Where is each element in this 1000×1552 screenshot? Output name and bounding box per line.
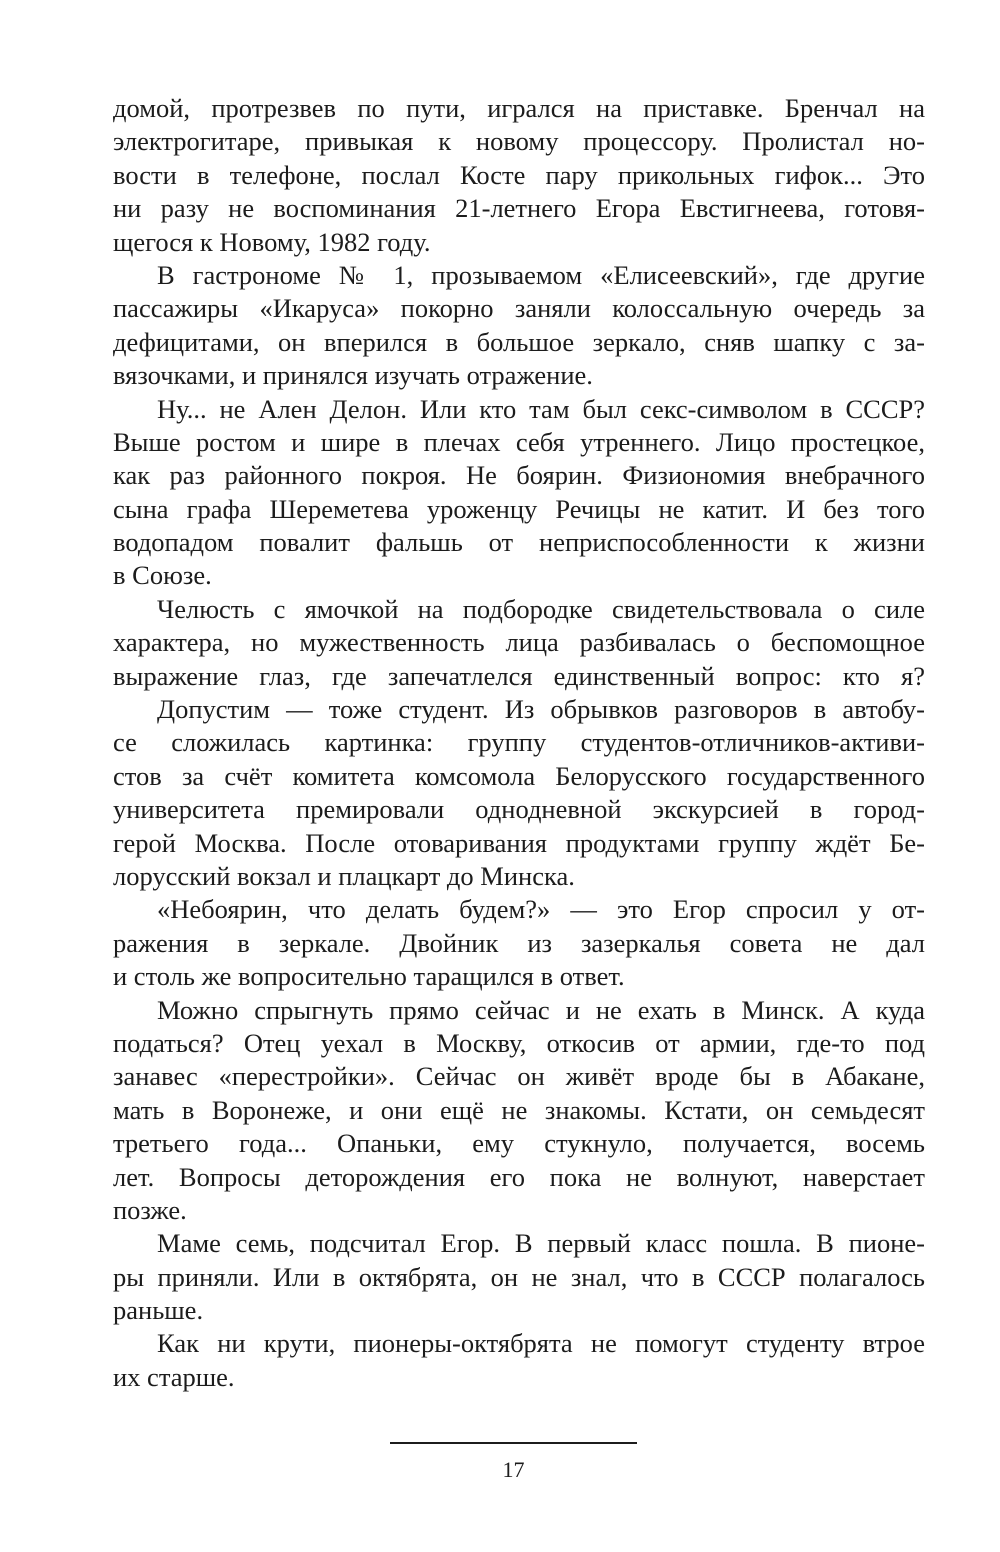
text-line: Выше ростом и шире в плечах себя утреннего. Лицо простецкое, (113, 426, 925, 457)
page-body-text (113, 92, 925, 1394)
paragraph-first-line: «Небоярин, что делать будем?» — это Егор спросил у от- (157, 894, 925, 925)
text-line: лет. Вопросы деторождения его пока не волнуют, наверстает (113, 1161, 925, 1192)
paragraph-first-line: Маме семь, подсчитал Егор. В первый класс пошла. В пионе- (157, 1228, 925, 1259)
text-line: герой Москва. После отоваривания продуктами группу ждёт Бе- (113, 827, 925, 858)
text-line: ражения в зеркале. Двойник из зазеркалья совета не дал (113, 927, 925, 958)
text-line: стов за счёт комитета комсомола Белорусского государственного (113, 760, 925, 791)
text-line: пассажиры «Икаруса» покорно заняли колоссальную очередь за (113, 293, 925, 324)
text-line: характера, но мужественность лица разбивалась о беспомощное (113, 627, 925, 658)
text-line: занавес «перестройки». Сейчас он живёт вроде бы в Абакане, (113, 1061, 925, 1092)
paragraph-first-line: Можно спрыгнуть прямо сейчас и не ехать в Минск. А куда (157, 994, 925, 1025)
text-line: университета премировали однодневной экскурсией в город- (113, 794, 925, 825)
paragraph-first-line: Как ни крути, пионеры-октябрята не помогут студенту втрое (157, 1328, 925, 1359)
text-line: вости в телефоне, послал Косте пару прикольных гифок... Это (113, 159, 925, 190)
text-line: выражение глаз, где запечатлелся единственный вопрос: кто я? (113, 660, 925, 691)
text-line: податься? Отец уехал в Москву, откосив от армии, где-то под (113, 1027, 925, 1058)
text-line: водопадом повалит фальшь от неприспособленности к жизни (113, 527, 925, 558)
text-line: позже. (113, 1194, 187, 1225)
text-line: ры приняли. Или в октябрята, он не знал, что в СССР полагалось (113, 1261, 925, 1292)
text-line: се сложилась картинка: группу студентов-отличников-активи- (113, 727, 925, 758)
text-line: ни разу не воспоминания 21-летнего Егора Евстигнеева, готовя- (113, 193, 925, 224)
text-line: дефицитами, он вперился в большое зеркало, сняв шапку с за- (113, 326, 925, 357)
text-line: в Союзе. (113, 560, 212, 591)
text-line: вязочками, и принялся изучать отражение. (113, 360, 593, 391)
paragraph-first-line: Ну... не Ален Делон. Или кто там был секс-символом в СССР? (157, 393, 925, 424)
text-line: домой, протрезвев по пути, игрался на приставке. Бренчал на (113, 93, 925, 123)
text-line: лорусский вокзал и плацкарт до Минска. (113, 860, 575, 891)
paragraph-first-line: Челюсть с ямочкой на подбородке свидетельствовала о силе (157, 593, 925, 624)
paragraph-first-line: Допустим — тоже студент. Из обрывков разговоров в автобу- (157, 694, 925, 725)
footer-rule (390, 1442, 637, 1444)
text-line: сына графа Шереметева уроженцу Речицы не катит. И без того (113, 493, 925, 524)
paragraph-first-line: В гастрономе № 1, прозываемом «Елисеевский», где другие (157, 259, 925, 290)
text-line: щегося к Новому, 1982 году. (113, 226, 431, 257)
page-number: 17 (502, 1457, 525, 1482)
text-line: как раз районного покроя. Не боярин. Физиономия внебрачного (113, 460, 925, 491)
text-line: третьего года... Опаньки, ему стукнуло, получается, восемь (113, 1128, 925, 1159)
text-line: электрогитаре, привыкая к новому процессору. Пролистал но- (113, 126, 925, 157)
text-line: и столь же вопросительно таращился в ответ. (113, 961, 625, 992)
text-line: их старше. (113, 1361, 235, 1392)
text-line: раньше. (113, 1295, 204, 1326)
text-line: мать в Воронеже, и они ещё не знакомы. Кстати, он семьдесят (113, 1094, 925, 1125)
